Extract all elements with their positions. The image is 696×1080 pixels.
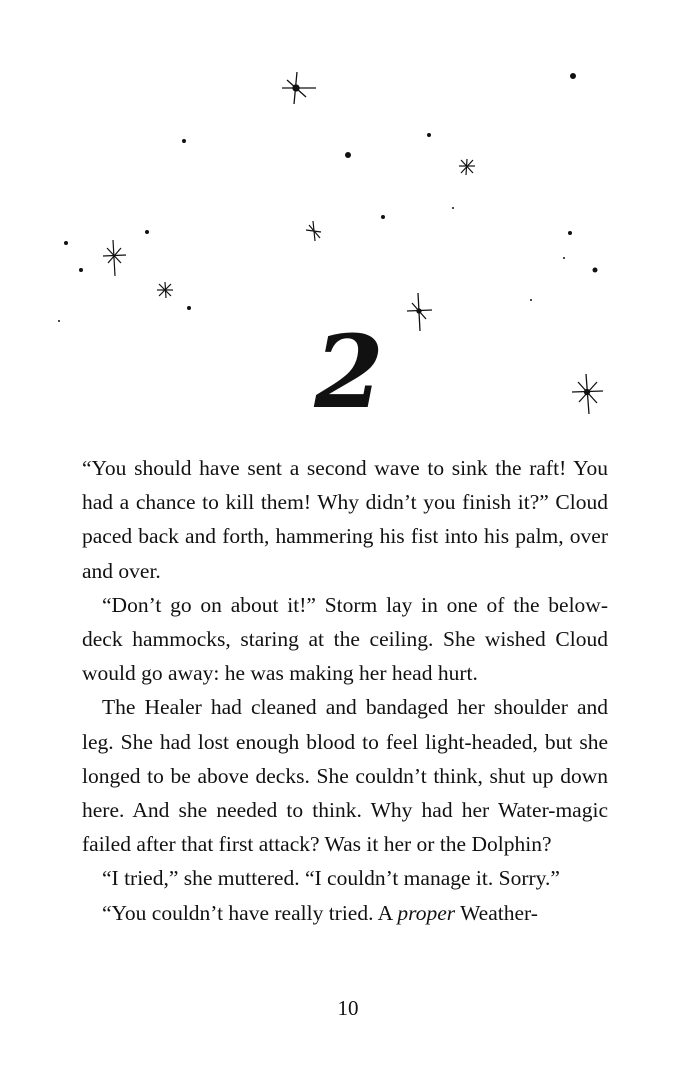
star-dot bbox=[345, 152, 351, 158]
star-dot bbox=[563, 257, 565, 259]
star-dot bbox=[452, 207, 454, 209]
paragraph-text: Weather- bbox=[455, 900, 538, 925]
page-number: 10 bbox=[337, 996, 359, 1020]
paragraph: “I tried,” she muttered. “I couldn’t manage it. Sorry.” bbox=[102, 866, 560, 891]
star-dot bbox=[182, 139, 186, 143]
star-dot bbox=[530, 299, 532, 301]
paragraph bbox=[82, 896, 608, 930]
sparkle-star bbox=[282, 72, 316, 104]
paragraph: The Healer had cleaned and bandaged her shoulder and leg. She had lost enough blood to feel light-headed, but she longed to be above decks. She couldn’t think, shut up down here. And she needed to think. Why had her Water-magic failed after that first attack? Was it her or the Dolphin? bbox=[82, 695, 608, 857]
star-dot bbox=[79, 268, 83, 272]
star-dot bbox=[145, 230, 149, 234]
sparkle-star bbox=[103, 240, 126, 276]
paragraph: “Don’t go on about it!” Storm lay in one of the below-deck hammocks, staring at the ceiling. She wished Cloud would go away: he was making her head hurt. bbox=[82, 592, 608, 686]
star-dot bbox=[187, 306, 191, 310]
star-dot bbox=[381, 215, 385, 219]
chapter-number: 2 bbox=[314, 313, 382, 431]
emphasized-word: proper bbox=[397, 900, 456, 925]
star-dot bbox=[570, 73, 576, 79]
paragraph-text: “You couldn’t have really tried. A bbox=[102, 900, 398, 925]
sparkle-star bbox=[306, 221, 321, 241]
paragraph: “You should have sent a second wave to sink the raft! You had a chance to kill them! Why didn’t you finish it?” Cloud paced back and forth, hammering his fist into his palm, over and over. bbox=[82, 456, 608, 583]
sparkle-star bbox=[459, 159, 475, 175]
star-dot bbox=[568, 231, 572, 235]
star-dot bbox=[427, 133, 431, 137]
star-dot bbox=[593, 268, 598, 273]
chapter-body-text bbox=[82, 451, 608, 930]
sparkle-star bbox=[157, 282, 173, 298]
star-dot bbox=[64, 241, 68, 245]
